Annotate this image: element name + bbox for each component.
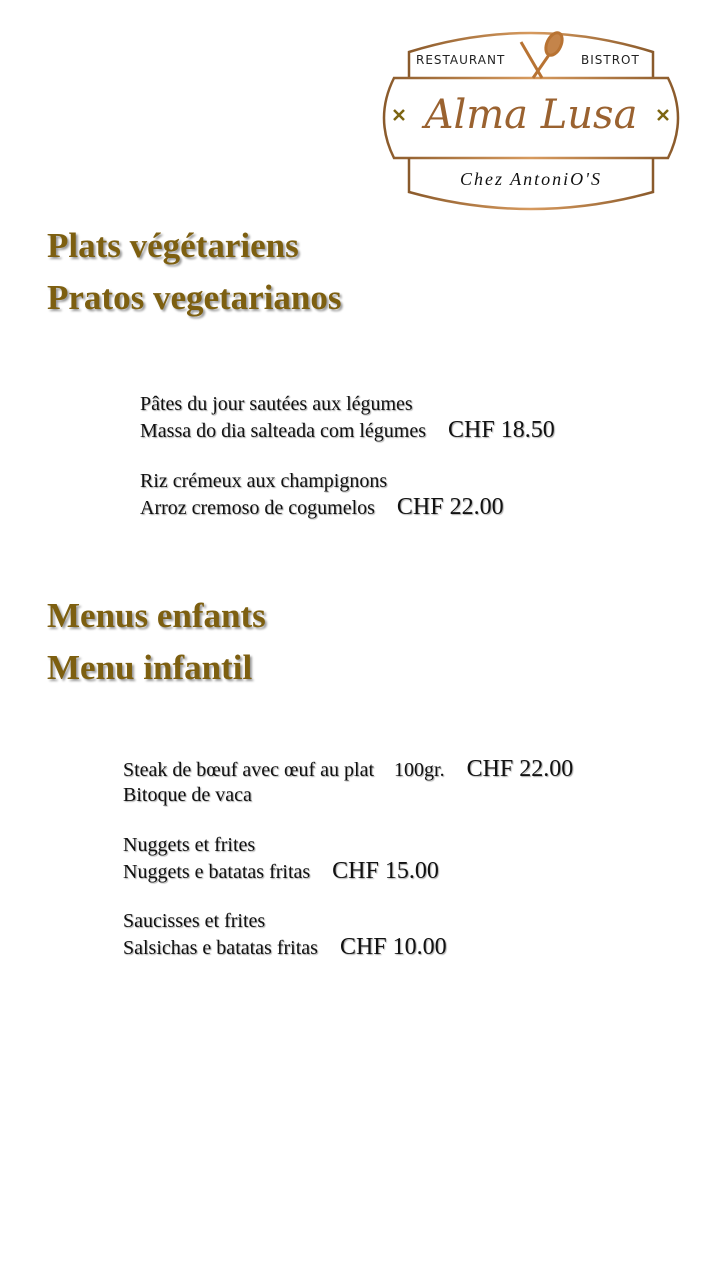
item-name-pt: Arroz cremoso de cogumelos <box>140 497 375 519</box>
section-title-pt: Menu infantil <box>47 648 253 687</box>
logo-subtitle: Chez AntoniO'S <box>459 169 603 189</box>
menu-item <box>123 908 447 960</box>
menu-item <box>123 756 573 808</box>
item-name-fr: Nuggets et frites <box>123 834 256 856</box>
item-name-pt: Salsichas e batatas fritas <box>123 937 318 959</box>
item-price: CHF 10.00 <box>339 934 447 960</box>
item-name-pt: Nuggets e batatas fritas <box>123 861 311 883</box>
item-price: CHF 22.00 <box>396 494 504 520</box>
item-name-fr: Steak de bœuf avec œuf au plat <box>123 759 375 781</box>
restaurant-logo <box>376 22 686 216</box>
section-title-fr: Plats végétariens <box>47 226 299 265</box>
section-title-pt: Pratos vegetarianos <box>47 278 342 317</box>
item-name-fr: Saucisses et frites <box>123 910 266 932</box>
menu-item <box>123 832 439 884</box>
fork-spoon-icon <box>521 30 565 78</box>
section-title-fr: Menus enfants <box>47 596 266 635</box>
item-price: CHF 15.00 <box>332 858 439 884</box>
item-name-pt: Massa do dia salteada com légumes <box>140 420 427 442</box>
item-weight: 100gr. <box>394 759 445 781</box>
item-price: CHF 22.00 <box>466 756 574 782</box>
logo-restaurant-label: RESTAURANT <box>416 53 506 67</box>
item-name-fr: Pâtes du jour sautées aux légumes <box>140 393 413 415</box>
item-name-pt: Bitoque de vaca <box>123 784 252 806</box>
logo-name: Alma Lusa <box>424 92 638 138</box>
menu-item <box>140 468 504 520</box>
item-name-fr: Riz crémeux aux champignons <box>140 470 388 492</box>
item-price: CHF 18.50 <box>448 417 555 443</box>
logo-bistrot-label: BISTROT <box>581 53 640 67</box>
menu-item <box>140 391 555 443</box>
